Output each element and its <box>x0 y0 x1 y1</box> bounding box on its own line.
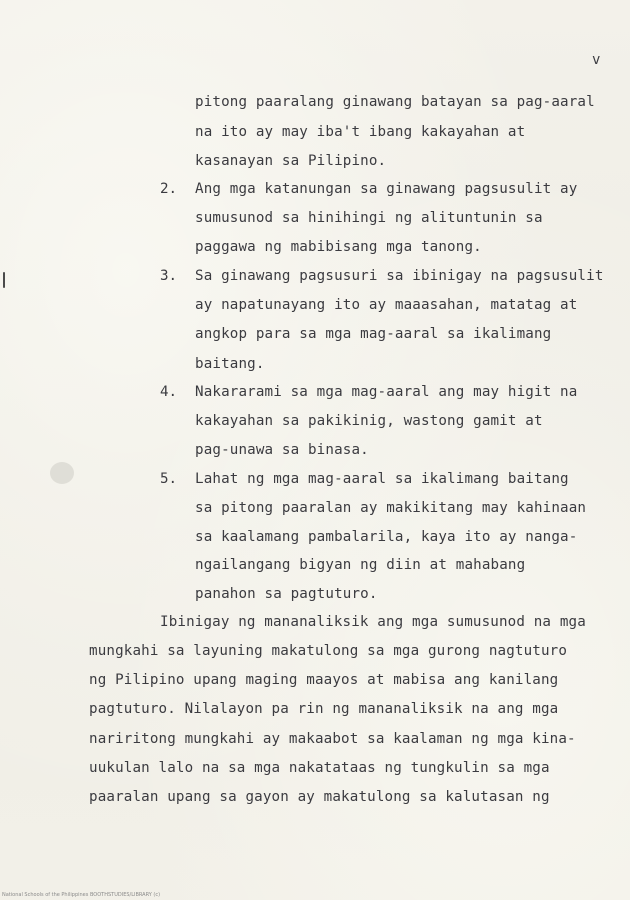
item2-line-1: Ang mga katanungan sa ginawang pagsusulit ay <box>195 181 578 197</box>
item5-line-3: sa kaalamang pambalarila, kaya ito ay nanga- <box>195 529 578 545</box>
page-number: v <box>592 52 601 68</box>
item4-line-2: kakayahan sa pakikinig, wastong gamit at <box>195 413 543 429</box>
list-number-3: 3. <box>160 268 178 284</box>
paragraph-line-4: pagtuturo. Nilalayon pa rin ng mananaliksik na ang mga <box>89 701 559 717</box>
item3-line-2: ay napatunayang ito ay maaasahan, matatag at <box>195 297 578 313</box>
footer-imprint: National Schools of the Philippines BOOTHSTUDIES/LIBRARY (c) <box>2 892 161 898</box>
list-number-4: 4. <box>160 384 178 400</box>
item4-line-3: pag-unawa sa binasa. <box>195 442 369 458</box>
paragraph-line-6: uukulan lalo na sa mga nakatataas ng tungkulin sa mga <box>89 760 550 776</box>
margin-mark <box>3 272 5 288</box>
item4-line-1: Nakararami sa mga mag-aaral ang may higit na <box>195 384 578 400</box>
item2-line-2: sumusunod sa hinihingi ng alituntunin sa <box>195 210 543 226</box>
item2-line-3: paggawa ng mabibisang mga tanong. <box>195 239 482 255</box>
paragraph-line-3: ng Pilipino upang maging maayos at mabisa ang kanilang <box>89 672 559 688</box>
item5-line-4: ngailangang bigyan ng diin at mahabang <box>195 557 526 573</box>
item1-line-3: kasanayan sa Pilipino. <box>195 153 387 169</box>
list-number-5: 5. <box>160 471 178 487</box>
item5-line-2: sa pitong paaralan ay makikitang may kahinaan <box>195 500 587 516</box>
item1-line-2: na ito ay may iba't ibang kakayahan at <box>195 124 526 140</box>
item5-line-5: panahon sa pagtuturo. <box>195 586 378 602</box>
paragraph-line-7: paaralan upang sa gayon ay makatulong sa kalutasan ng <box>89 789 550 805</box>
item3-line-3: angkop para sa mga mag-aaral sa ikalimang <box>195 326 552 342</box>
list-number-2: 2. <box>160 181 178 197</box>
item5-line-1: Lahat ng mga mag-aaral sa ikalimang baitang <box>195 471 569 487</box>
paragraph-line-5: nariritong mungkahi ay makaabot sa kaalaman ng mga kina- <box>89 731 576 747</box>
item1-line-1: pitong paaralang ginawang batayan sa pag-aaral <box>195 94 595 110</box>
paragraph-line-1: Ibinigay ng mananaliksik ang mga sumusunod na mga <box>160 614 586 630</box>
item3-line-1: Sa ginawang pagsusuri sa ibinigay na pagsusulit <box>195 268 604 284</box>
paper-smudge <box>50 462 74 484</box>
paragraph-line-2: mungkahi sa layuning makatulong sa mga gurong nagtuturo <box>89 643 568 659</box>
item3-line-4: baitang. <box>195 356 265 372</box>
